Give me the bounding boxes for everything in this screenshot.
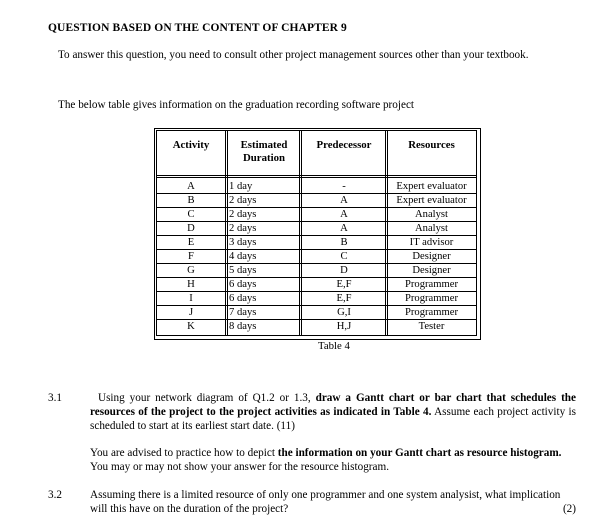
cell-resources: IT advisor: [409, 237, 454, 248]
cell-predecessor: E,F: [336, 293, 352, 304]
cell-resources: Analyst: [415, 223, 448, 234]
cell-predecessor: D: [340, 265, 348, 276]
cell-duration: 6 days: [229, 279, 257, 290]
table-intro-text: The below table gives information on the graduation recording software project: [58, 99, 415, 111]
cell-predecessor: B: [340, 237, 348, 248]
cell-activity: D: [187, 223, 195, 234]
cell-activity: B: [187, 195, 195, 206]
advice-text-part1: You are advised to practice how to depict: [90, 447, 278, 459]
header-duration: [229, 139, 299, 165]
cell-activity: G: [187, 265, 195, 276]
table-row: [157, 320, 476, 334]
table-row: [157, 180, 476, 194]
table-row: [157, 236, 476, 250]
advice-text-part2: You may or may not show your answer for the resource histogram.: [90, 461, 390, 473]
q31-bold-instruction: draw a Gantt chart or bar chart that schedules the resources of the project to the project activities as indicated in Table 4.: [90, 392, 576, 418]
header-divider: [157, 175, 476, 176]
q31-text-part1: Using your network diagram of Q1.2 or 1.3,: [98, 392, 316, 404]
cell-duration: 1 day: [229, 181, 253, 192]
cell-resources: Expert evaluator: [396, 181, 467, 192]
cell-duration: 5 days: [229, 265, 257, 276]
cell-resources: Expert evaluator: [396, 195, 467, 206]
table-row: [157, 194, 476, 208]
cell-resources: Analyst: [415, 209, 448, 220]
table-inner: [156, 130, 477, 336]
table-row: [157, 306, 476, 320]
cell-predecessor: C: [340, 251, 348, 262]
cell-resources: Programmer: [405, 293, 458, 304]
cell-duration: 2 days: [229, 209, 257, 220]
question-marks: (2): [562, 503, 576, 515]
header-predecessor: Predecessor: [316, 139, 372, 151]
cell-duration: 2 days: [229, 223, 257, 234]
question-3-1-paragraph: [90, 391, 576, 433]
q31-text-part2: Assume each project activity is scheduled to start at its earliest start date. (11): [90, 406, 576, 432]
cell-activity: A: [187, 181, 195, 192]
table-row: [157, 208, 476, 222]
cell-duration: 8 days: [229, 321, 257, 332]
cell-predecessor: A: [340, 223, 348, 234]
cell-activity: H: [187, 279, 195, 290]
advice-text: [90, 446, 576, 474]
header-activity: Activity: [172, 139, 210, 151]
cell-predecessor: H,J: [336, 321, 352, 332]
cell-activity: F: [188, 251, 194, 262]
cell-predecessor: A: [340, 209, 348, 220]
cell-activity: C: [187, 209, 195, 220]
cell-predecessor: G,I: [337, 307, 351, 318]
advice-bold: the information on your Gantt chart as resource histogram.: [277, 447, 562, 459]
question-number: 3.1: [48, 392, 62, 404]
page-heading: QUESTION BASED ON THE CONTENT OF CHAPTER 9: [48, 22, 347, 34]
cell-activity: I: [189, 293, 193, 304]
table-caption: Table 4: [318, 340, 350, 352]
cell-predecessor: -: [342, 181, 346, 192]
cell-duration: 2 days: [229, 195, 257, 206]
header-duration-line1: Estimated: [240, 139, 288, 151]
header-divider: [157, 177, 476, 178]
cell-resources: Programmer: [405, 307, 458, 318]
table-row: [157, 278, 476, 292]
cell-resources: Designer: [412, 265, 451, 276]
question-number: 3.2: [48, 489, 62, 501]
cell-activity: K: [187, 321, 195, 332]
table-row: [157, 250, 476, 264]
cell-duration: 6 days: [229, 293, 257, 304]
table-row: [157, 222, 476, 236]
cell-activity: E: [187, 237, 195, 248]
q32-text: Assuming there is a limited resource of only one programmer and one system analysist, what implication will this have on the duration of the project?: [90, 489, 561, 515]
cell-activity: J: [188, 307, 194, 318]
cell-predecessor: A: [340, 195, 348, 206]
cell-duration: 7 days: [229, 307, 257, 318]
table-row: [157, 292, 476, 306]
cell-resources: Programmer: [405, 279, 458, 290]
activity-table: [154, 128, 481, 340]
header-duration-line2: Duration: [243, 152, 285, 164]
header-resources: Resources: [408, 139, 455, 151]
question-3-2-text: [90, 488, 576, 516]
intro-text: To answer this question, you need to consult other project management sources other than your textbook.: [58, 49, 529, 61]
cell-resources: Tester: [418, 321, 445, 332]
question-3-1-text: [90, 391, 576, 433]
cell-duration: 4 days: [229, 251, 257, 262]
cell-resources: Designer: [412, 251, 451, 262]
table-row: [157, 264, 476, 278]
cell-duration: 3 days: [229, 237, 257, 248]
cell-predecessor: E,F: [336, 279, 352, 290]
